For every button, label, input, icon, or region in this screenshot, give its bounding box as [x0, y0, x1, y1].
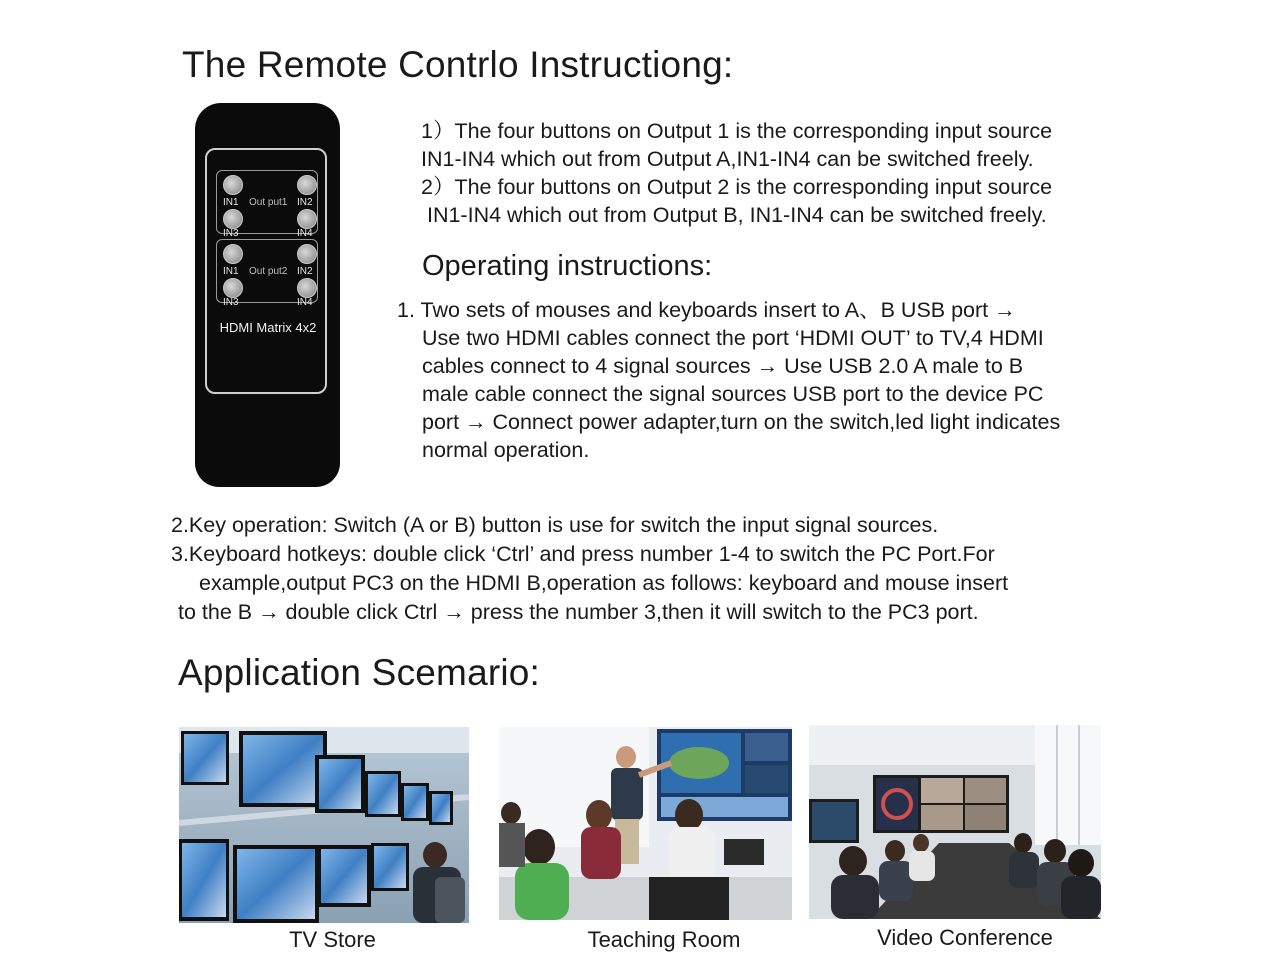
output-note-line: IN1-IN4 which out from Output A,IN1-IN4 can be switched freely.: [421, 147, 1034, 171]
output1-in4-button: [297, 209, 317, 229]
output2-group-label: Out put2: [249, 266, 288, 277]
remote-model-label: HDMI Matrix 4x2: [219, 320, 317, 335]
output1-in3-button: [223, 209, 243, 229]
photo-caption: TV Store: [289, 927, 376, 952]
output2-in1-button: [223, 244, 243, 264]
operating-line: normal operation.: [422, 438, 590, 462]
output2-in4-button: [297, 278, 317, 298]
hotkeys-line: example,output PC3 on the HDMI B,operation as follows: keyboard and mouse insert: [199, 571, 1009, 595]
operating-line: male cable connect the signal sources USB port to the device PC: [422, 382, 1044, 406]
output1-in2-label: IN2: [297, 197, 313, 208]
output1-group-label: Out put1: [249, 197, 288, 208]
operating-line: 1. Two sets of mouses and keyboards insert to A、B USB port →: [397, 298, 1016, 322]
hotkeys-line: to the B → double click Ctrl → press the number 3,then it will switch to the PC3 port.: [178, 600, 979, 624]
output1-in1-button: [223, 175, 243, 195]
output2-in4-label: IN4: [297, 297, 313, 308]
video-conference-image: [809, 725, 1101, 919]
output1-in2-button: [297, 175, 317, 195]
operating-heading: Operating instructions:: [422, 250, 713, 282]
application-heading: Application Scemario:: [178, 652, 541, 693]
operating-line: cables connect to 4 signal sources → Use USB 2.0 A male to B: [422, 354, 1024, 378]
tv-store-photo: [179, 727, 469, 923]
output1-in4-label: IN4: [297, 228, 313, 239]
operating-line: port → Connect power adapter,turn on the switch,led light indicates: [422, 410, 1061, 434]
page-title: The Remote Contrlo Instructiong:: [182, 44, 734, 85]
photo-caption: Teaching Room: [587, 927, 741, 952]
output2-in3-button: [223, 278, 243, 298]
remote-control-illustration: [195, 103, 340, 487]
output1-in3-label: IN3: [223, 228, 239, 239]
output2-in3-label: IN3: [223, 297, 239, 308]
output-note-line: 2）The four buttons on Output 2 is the corresponding input source: [421, 175, 1053, 199]
tv-store-image: [179, 727, 469, 923]
hotkeys-line: 3.Keyboard hotkeys: double click ‘Ctrl’ and press number 1-4 to switch the PC Port.For: [171, 542, 995, 566]
key-operation-line: 2.Key operation: Switch (A or B) button is use for switch the input signal sources.: [171, 513, 939, 537]
remote-button-panel: [205, 148, 327, 394]
teaching-room-photo: [499, 727, 792, 920]
video-conference-photo: [809, 725, 1101, 919]
output2-in2-button: [297, 244, 317, 264]
photo-caption: Video Conference: [877, 925, 1053, 950]
output2-in2-label: IN2: [297, 266, 313, 277]
output-note-line: 1）The four buttons on Output 1 is the corresponding input source: [421, 119, 1053, 143]
teaching-room-image: [499, 727, 792, 920]
operating-line: Use two HDMI cables connect the port ‘HDMI OUT’ to TV,4 HDMI: [422, 326, 1044, 350]
output-note-line: IN1-IN4 which out from Output B, IN1-IN4 can be switched freely.: [421, 203, 1047, 227]
output2-button-group: [216, 239, 318, 308]
output1-in1-label: IN1: [223, 197, 239, 208]
output1-button-group: [216, 170, 318, 239]
output2-in1-label: IN1: [223, 266, 239, 277]
